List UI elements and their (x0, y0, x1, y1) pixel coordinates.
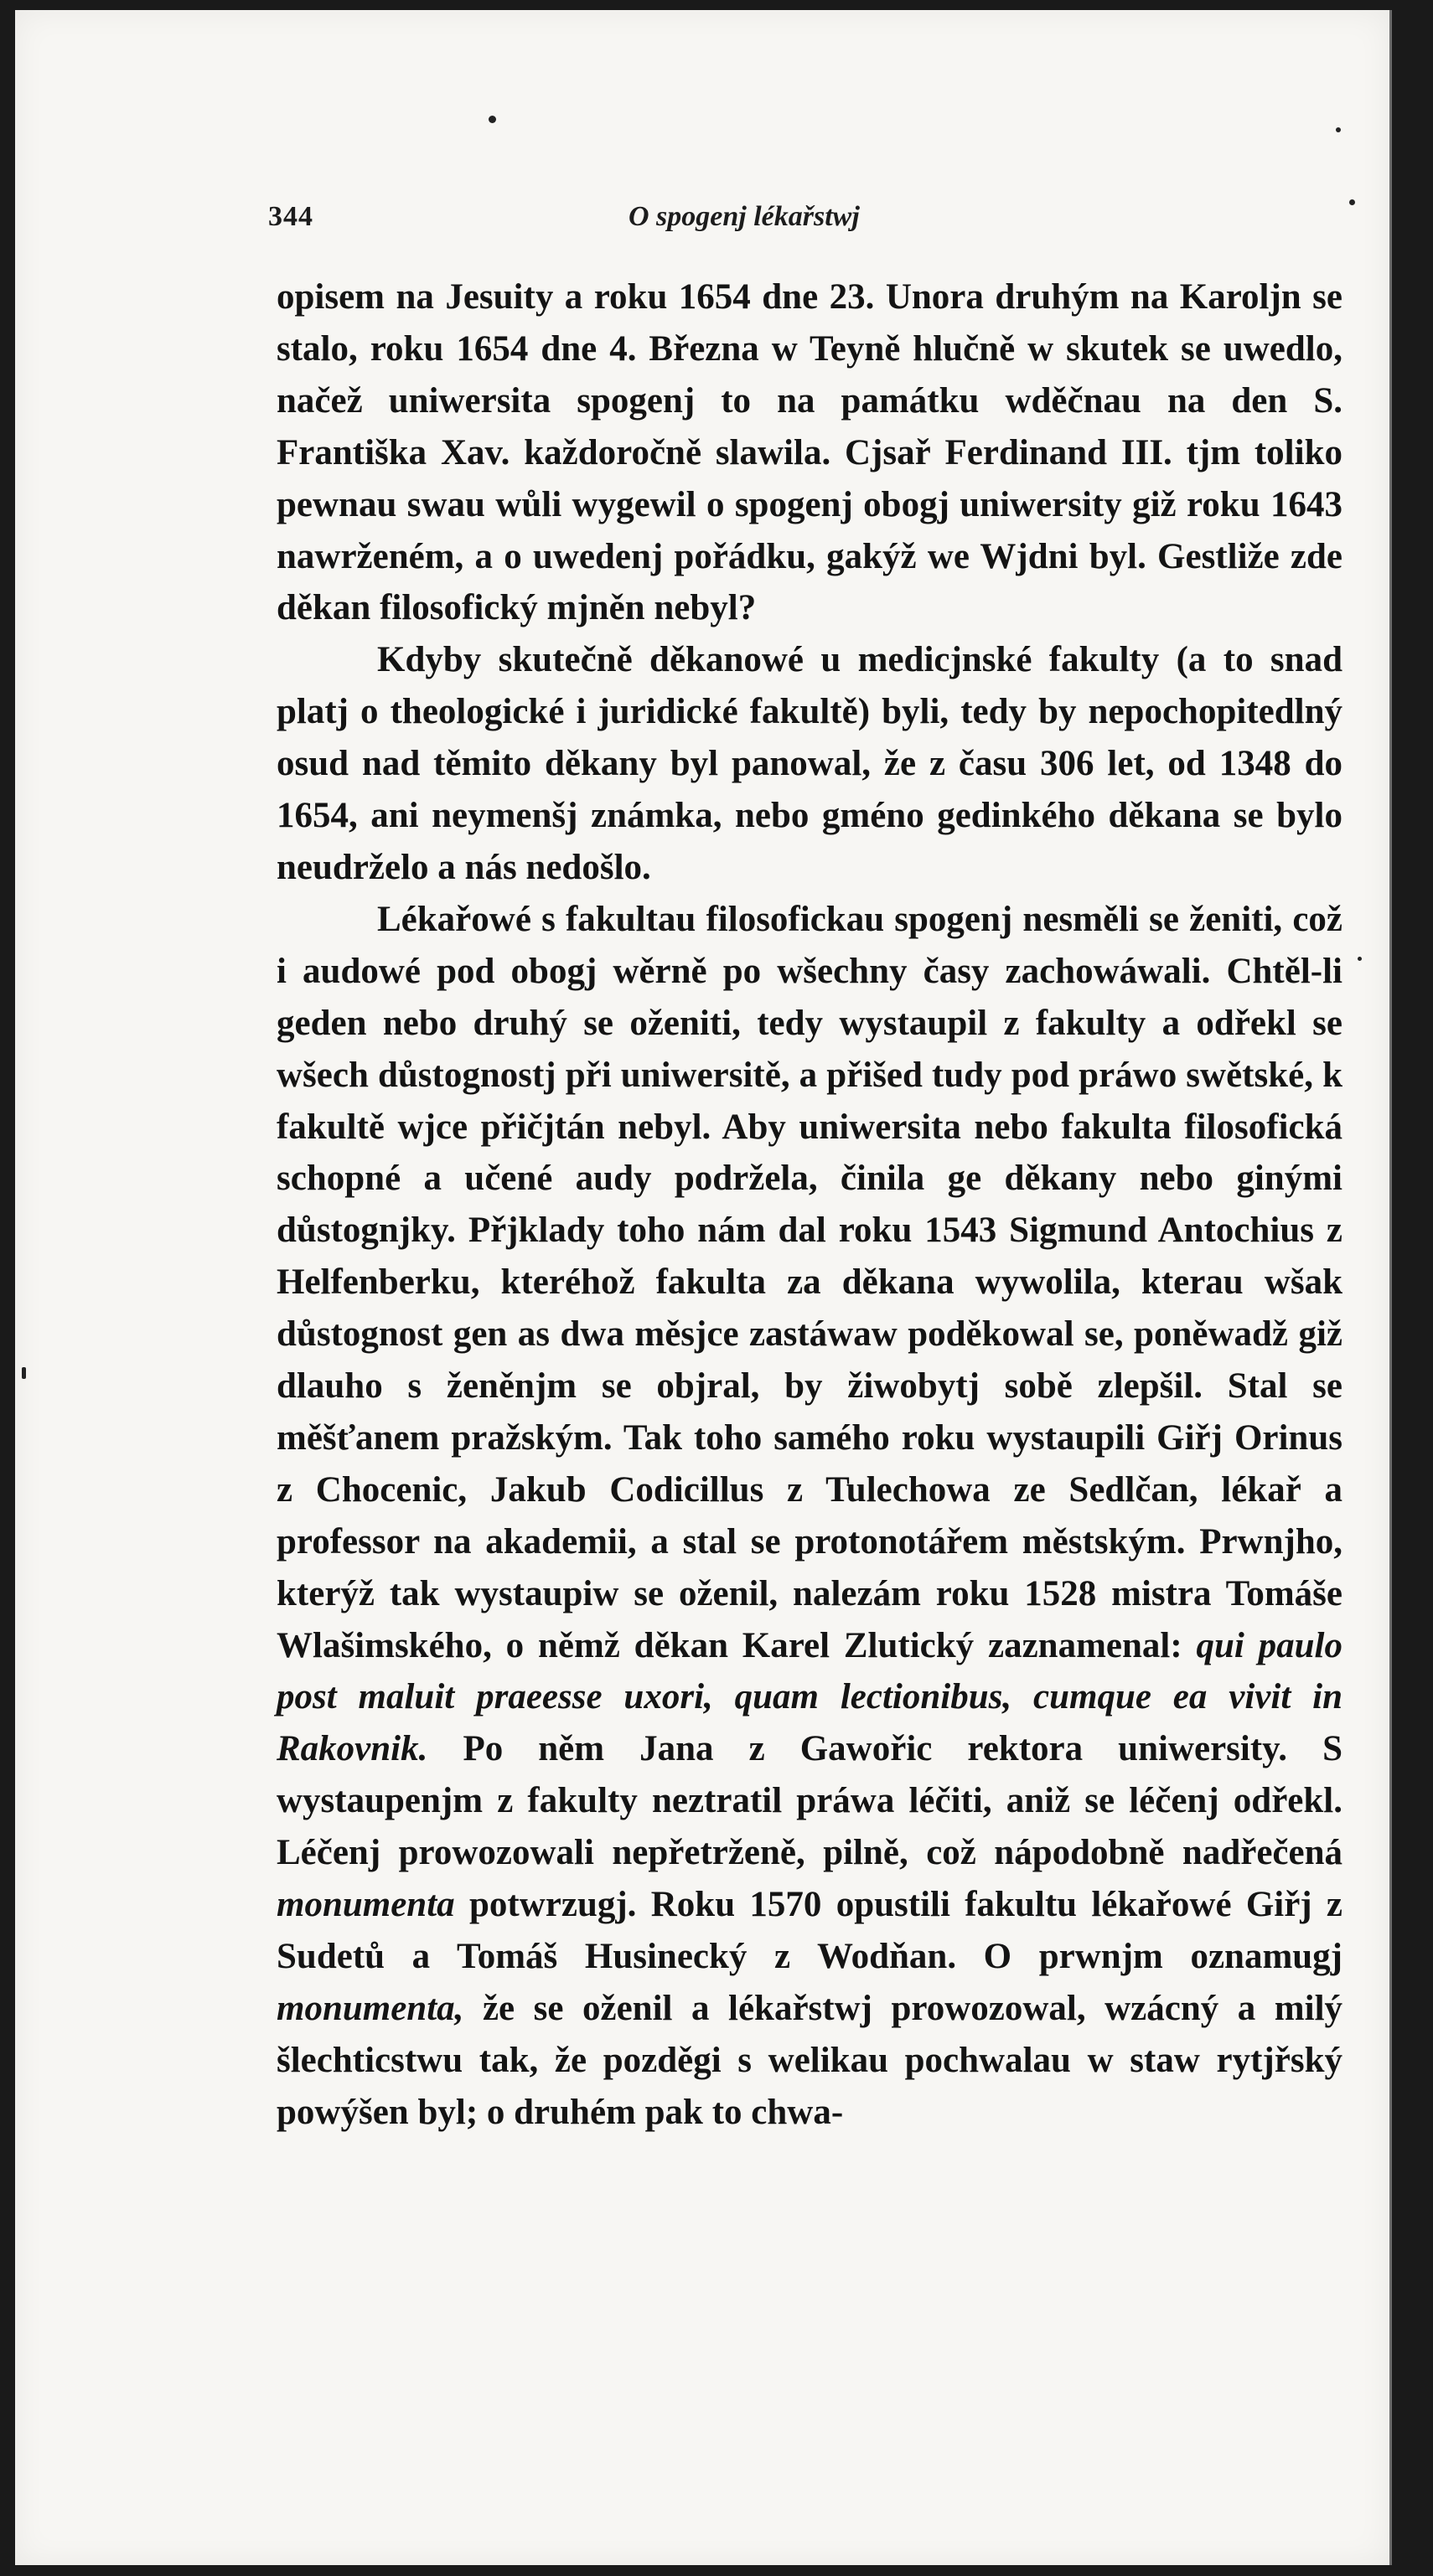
paragraph-text: Lékařowé s fakultau filosofickau spogenj nesměli se ženiti, což i audowé pod obogj wěrně po wšechny časy zachowáwali. Chtěl-li geden nebo druhý se oženiti, tedy wystaupil z fakulty a odřekl se wšech důstognostj při uniwersitě, a přišed tudy pod práwo swětské, k fakultě wjce přičjtán nebyl. Aby uniwersita nebo fakulta filosofická schopné a učené audy podržela, činila ge děkany nebo ginými důstognjky. Přjklady toho nám dal roku 1543 Sigmund Antochius z Helfenberku, kteréhož fakulta za děkana wywolila, kterau wšak důstognost gen as dwa měsjce zastáwaw poděkowal se, poněwadž giž dlauho s ženěnjm se objral, by žiwobytj sobě zlepšil. Stal se měšťanem pražským. Tak toho samého roku wystaupili Giřj Orinus z Chocenic, Jakub Codicillus z Tulechowa ze Sedlčan, lékař a professor na akademii, a stal se protonotářem městským. Prwnjho, kterýž tak wystaupiw se oženil, nalezám roku 1528 mistra Tomáše Wlašimského, o němž děkan Karel Zlutický zaznamenal: (277, 899, 1342, 1665)
latin-quote: qui paulo post maluit praeesse uxori, quam lectionibus, cumque ea vivit in Rakovnik. (277, 1625, 1342, 1769)
paragraph: opisem na Jesuity a roku 1654 dne 23. Unora druhým na Karoljn se stalo, roku 1654 dne 4. Března w Teyně hlučně w skutek se uwedlo, načež uniwersita spogenj to na památku wděčnau na den S. Františka Xav. každoročně slawila. Cjsař Ferdinand III. tjm toliko pewnau swau wůli wygewil o spogenj obogj uniwersity giž roku 1643 nawrženém, a o uwedenj pořádku, gakýž we Wjdni byl. Gestliže zde děkan filosofický mjněn nebyl? (277, 277, 1342, 628)
body-text (277, 271, 1342, 2139)
paragraph-text: Po něm Jana z Gawořic rektora uniwersity. S wystaupenjm z fakulty neztratil práwa léčiti, aniž se léčenj odřekl. Léčenj prowozowali nepřetrženě, pilně, což nápodobně nadřečená (277, 1729, 1343, 1873)
ink-speck (1336, 127, 1341, 132)
monumenta-term: monumenta, (277, 1988, 464, 2028)
page-header (268, 201, 1349, 251)
ink-speck (22, 1367, 26, 1379)
paragraph-text: že se oženil a lékařstwj prowozowal, wzácný a milý šlechticstwu tak, že pozděgi s welikau pochwalau w staw rytjřský powýšen byl; o druhém pak to chwa- (277, 1988, 1343, 2132)
page-number: 344 (268, 201, 313, 232)
ink-speck (489, 116, 496, 123)
ink-speck (1358, 957, 1362, 961)
paragraph: Kdyby skutečně děkanowé u medicjnské fakulty (a to snad platj o theologické i juridické fakultě) byli, tedy by nepochopitedlný osud nad těmito děkany byl panowal, že z času 306 let, od 1348 do 1654, ani neymenšj známka, nebo gméno gedinkého děkana se bylo neudrželo a nás nedošlo. (277, 640, 1342, 887)
paragraph-text: potwrzugj. Roku 1570 opustili fakultu lékařowé Giřj z Sudetů a Tomáš Husinecký z Wodňan. O prwnjm oznamugj (277, 1885, 1343, 1976)
monumenta-term: monumenta (277, 1885, 455, 1925)
paragraph (277, 894, 1342, 2139)
running-head: O spogenj lékařstwj (629, 201, 860, 232)
ink-speck (1349, 199, 1355, 205)
